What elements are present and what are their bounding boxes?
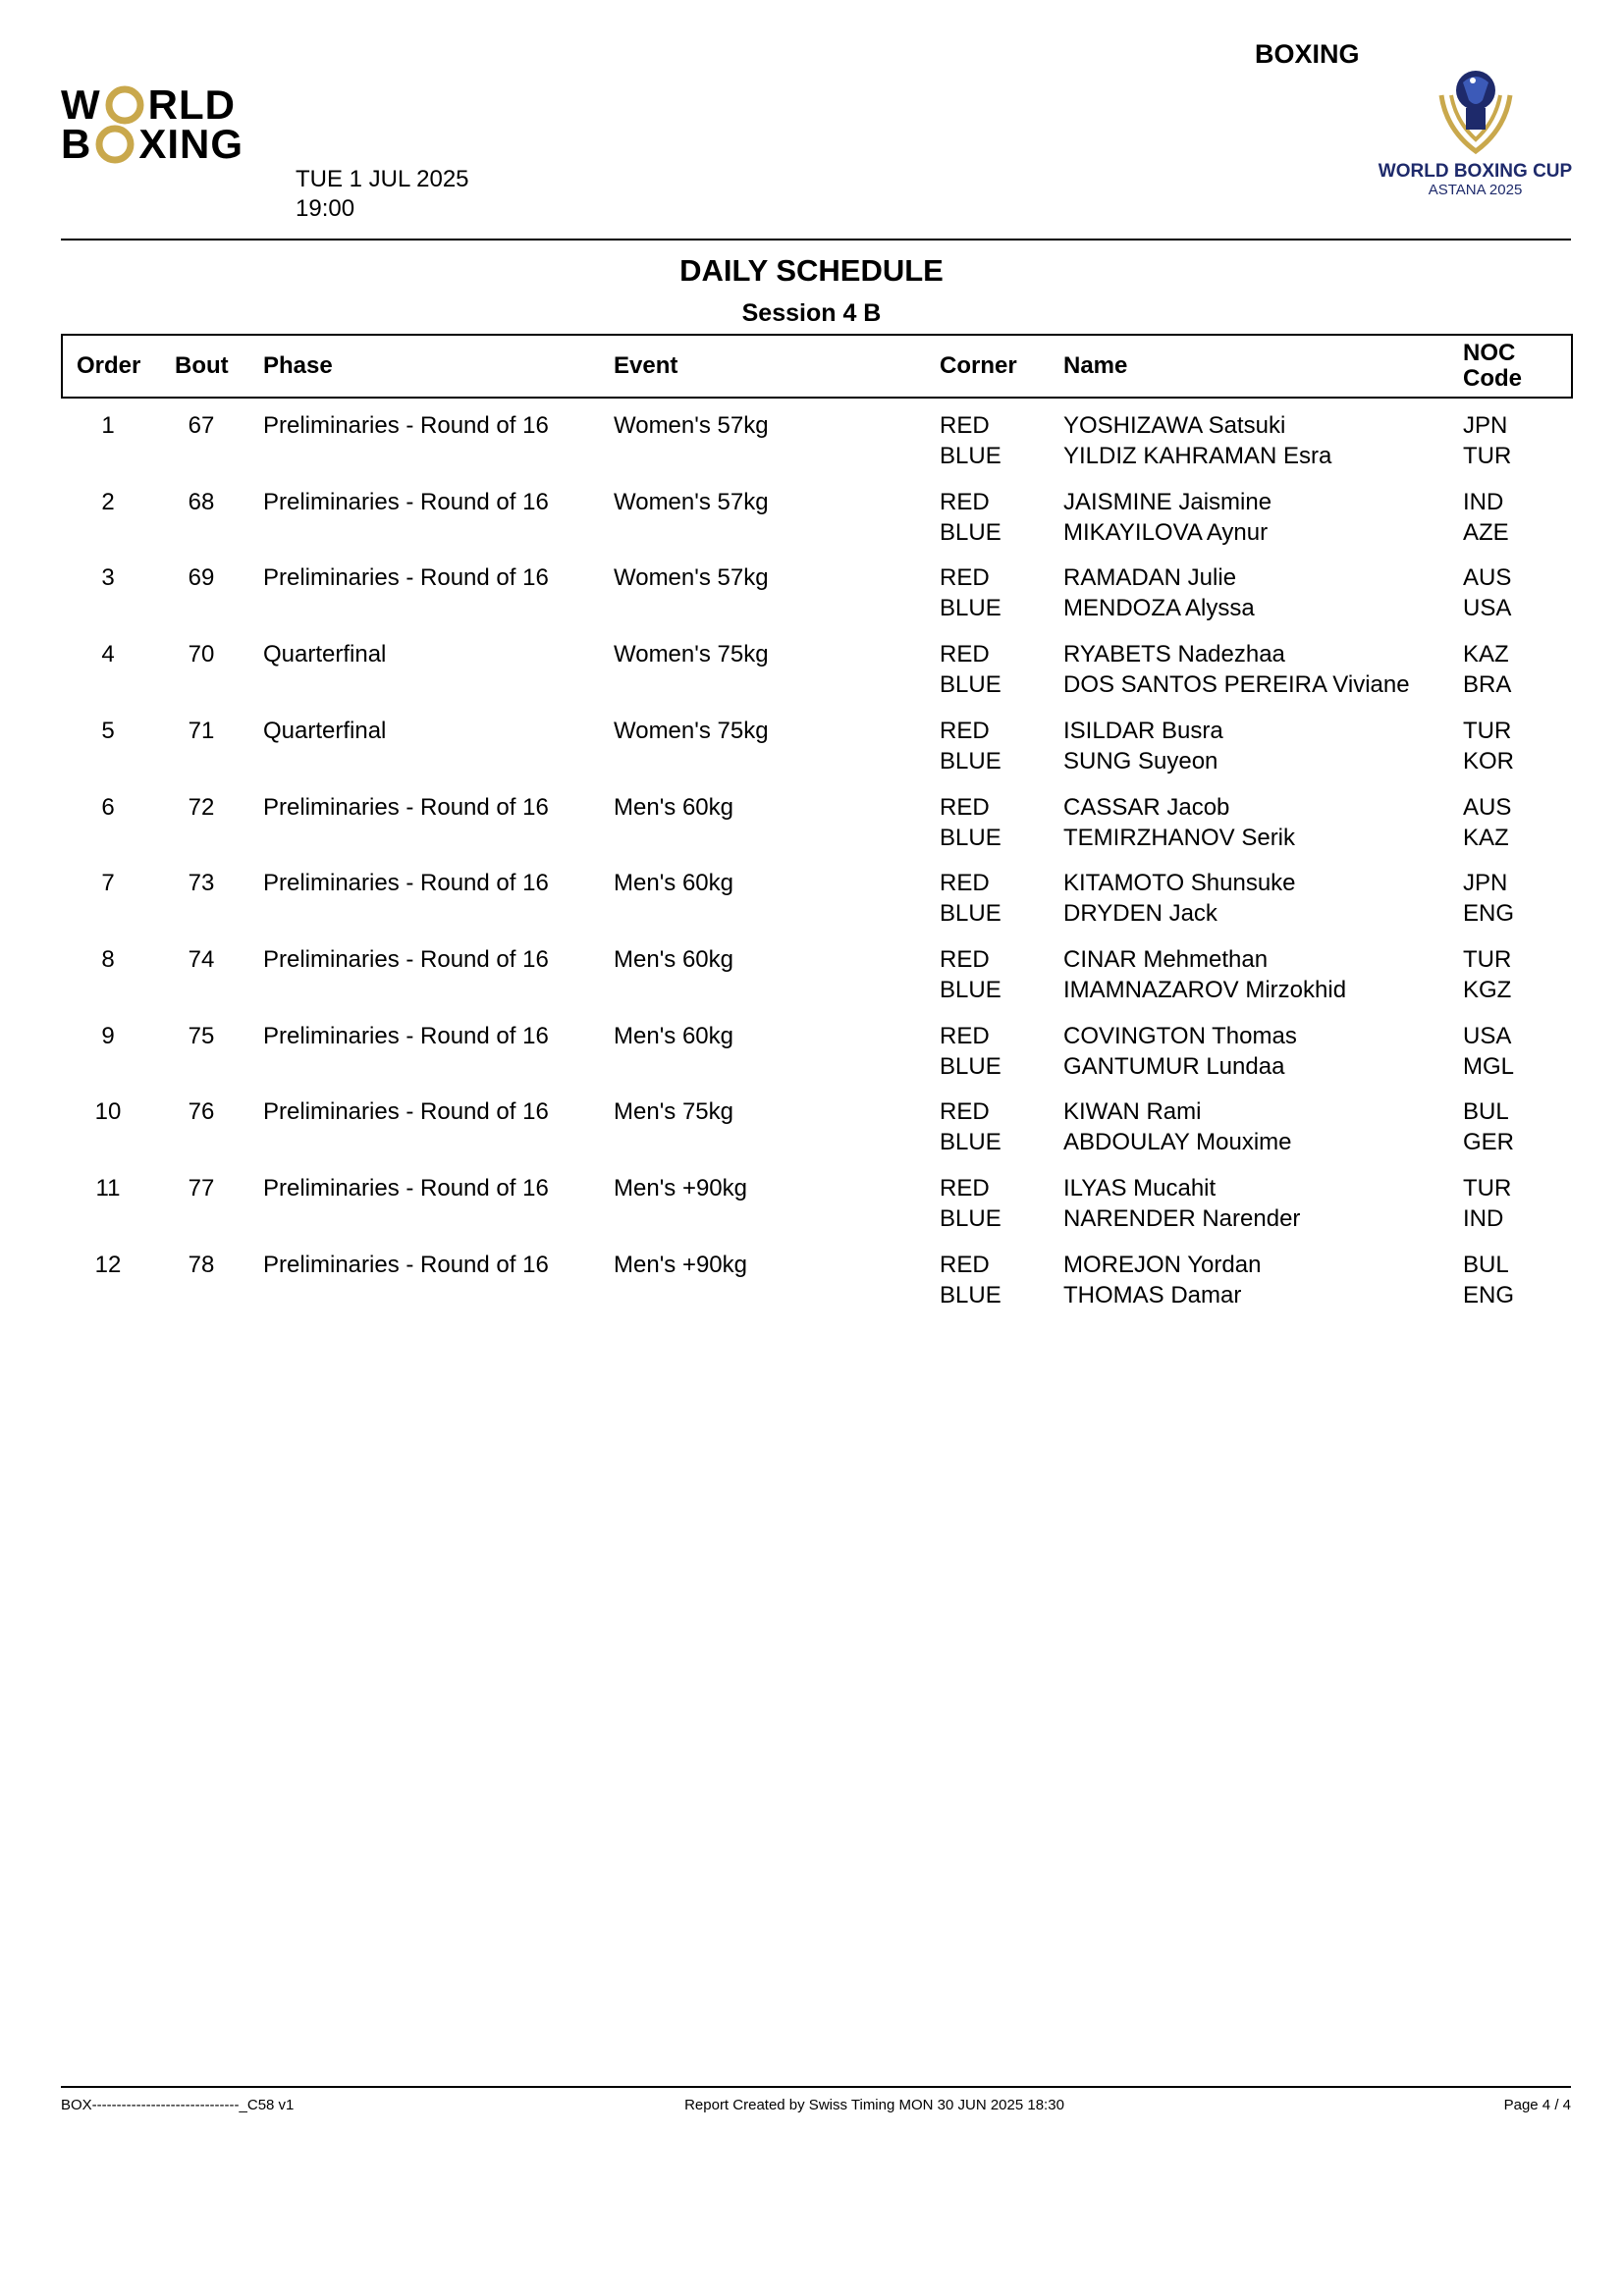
table-row xyxy=(0,410,1623,487)
schedule-time: 19:00 xyxy=(296,195,355,222)
phase-cell: Preliminaries - Round of 16 xyxy=(263,1175,549,1201)
table-header xyxy=(61,334,1573,399)
bout-cell: 69 xyxy=(188,564,215,592)
name-red: COVINGTON Thomas xyxy=(1063,1022,1297,1049)
bout-cell: 72 xyxy=(188,793,215,821)
corner-cell xyxy=(940,410,1001,471)
order-cell: 12 xyxy=(94,1251,122,1278)
name-red: JAISMINE Jaismine xyxy=(1063,488,1272,515)
phase-cell: Preliminaries - Round of 16 xyxy=(263,1022,549,1049)
name-cell xyxy=(1063,716,1223,776)
table-row xyxy=(0,562,1623,639)
corner-cell xyxy=(940,1173,1001,1234)
corner-cell xyxy=(940,1096,1001,1157)
name-blue: GANTUMUR Lundaa xyxy=(1063,1052,1285,1080)
corner-cell xyxy=(940,792,1001,853)
name-blue: THOMAS Damar xyxy=(1063,1281,1242,1308)
table-row xyxy=(0,1250,1623,1326)
noc-blue: KOR xyxy=(1463,747,1515,774)
noc-cell xyxy=(1463,1250,1514,1310)
order-cell: 5 xyxy=(101,717,115,744)
event-cell: Men's 75kg xyxy=(614,1098,733,1126)
corner-blue: BLUE xyxy=(940,1205,1001,1232)
world-boxing-logo xyxy=(61,81,297,167)
noc-blue: ENG xyxy=(1463,900,1515,928)
table-row xyxy=(0,1021,1623,1097)
col-phase: Phase xyxy=(263,352,333,379)
noc-cell xyxy=(1463,792,1511,853)
name-cell xyxy=(1063,639,1410,700)
table-row xyxy=(0,716,1623,792)
corner-blue: BLUE xyxy=(940,747,1001,774)
phase-cell: Preliminaries - Round of 16 xyxy=(263,793,549,821)
bout-cell: 71 xyxy=(188,717,215,744)
corner-cell xyxy=(940,716,1001,776)
noc-cell xyxy=(1463,716,1514,776)
corner-blue: BLUE xyxy=(940,1052,1001,1080)
corner-red: RED xyxy=(940,793,990,821)
corner-red: RED xyxy=(940,1251,990,1278)
event-cell: Men's 60kg xyxy=(614,945,733,973)
corner-blue: BLUE xyxy=(940,671,1001,699)
name-blue: YILDIZ KAHRAMAN Esra xyxy=(1063,443,1332,469)
table-row xyxy=(0,1173,1623,1250)
event-cell: Women's 75kg xyxy=(614,717,769,744)
noc-cell xyxy=(1463,639,1511,700)
name-red: KITAMOTO Shunsuke xyxy=(1063,870,1296,897)
name-cell xyxy=(1063,868,1296,929)
corner-red: RED xyxy=(940,564,990,592)
noc-red: JPN xyxy=(1463,870,1508,897)
table-row xyxy=(0,639,1623,716)
name-blue: MENDOZA Alyssa xyxy=(1063,595,1255,622)
corner-cell xyxy=(940,1250,1001,1310)
name-cell xyxy=(1063,1096,1292,1157)
footer-report-code: BOX------------------------------_C58 v1 xyxy=(61,2097,295,2113)
col-bout: Bout xyxy=(175,352,229,379)
noc-blue: KAZ xyxy=(1463,824,1509,851)
cup-title: WORLD BOXING CUP xyxy=(1378,161,1573,182)
event-cell: Women's 57kg xyxy=(614,412,769,439)
phase-cell: Preliminaries - Round of 16 xyxy=(263,564,549,592)
name-blue: ABDOULAY Mouxime xyxy=(1063,1129,1292,1156)
corner-red: RED xyxy=(940,1175,990,1201)
col-noc-line2: Code xyxy=(1463,365,1522,392)
col-noc-line1: NOC xyxy=(1463,340,1516,366)
order-cell: 1 xyxy=(101,412,115,439)
name-blue: NARENDER Narender xyxy=(1063,1205,1301,1232)
page-title: DAILY SCHEDULE xyxy=(679,253,944,288)
name-cell xyxy=(1063,1173,1300,1234)
schedule-date: TUE 1 JUL 2025 xyxy=(296,166,469,192)
order-cell: 11 xyxy=(95,1175,121,1201)
order-cell: 8 xyxy=(101,945,115,973)
corner-blue: BLUE xyxy=(940,900,1001,928)
noc-blue: ENG xyxy=(1463,1281,1515,1308)
corner-cell xyxy=(940,944,1001,1005)
noc-cell xyxy=(1463,868,1514,929)
noc-red: TUR xyxy=(1463,1175,1512,1201)
event-cell: Women's 57kg xyxy=(614,564,769,592)
noc-cell xyxy=(1463,1021,1514,1082)
logo-letter-w: W xyxy=(61,81,101,128)
corner-red: RED xyxy=(940,488,990,515)
noc-red: IND xyxy=(1463,488,1504,515)
corner-cell xyxy=(940,487,1001,548)
name-red: ILYAS Mucahit xyxy=(1063,1175,1217,1201)
noc-cell xyxy=(1463,487,1509,548)
footer-divider xyxy=(61,2086,1571,2088)
corner-red: RED xyxy=(940,945,990,973)
noc-blue: USA xyxy=(1463,595,1512,622)
noc-cell xyxy=(1463,1173,1511,1234)
noc-red: KAZ xyxy=(1463,641,1509,668)
noc-blue: GER xyxy=(1463,1129,1515,1156)
name-cell xyxy=(1063,562,1255,623)
col-corner: Corner xyxy=(940,352,1017,379)
name-cell xyxy=(1063,944,1346,1005)
noc-blue: KGZ xyxy=(1463,976,1512,1003)
event-cell: Men's 60kg xyxy=(614,870,733,897)
bout-cell: 78 xyxy=(188,1251,215,1278)
event-cell: Men's 60kg xyxy=(614,1022,733,1049)
name-red: RYABETS Nadezhaa xyxy=(1063,641,1285,668)
phase-cell: Quarterfinal xyxy=(263,641,387,668)
name-red: CINAR Mehmethan xyxy=(1063,945,1269,973)
name-blue: IMAMNAZAROV Mirzokhid xyxy=(1063,976,1347,1003)
corner-cell xyxy=(940,1021,1001,1082)
name-cell xyxy=(1063,792,1295,853)
noc-blue: BRA xyxy=(1463,671,1512,699)
table-row xyxy=(0,487,1623,563)
col-name: Name xyxy=(1063,352,1128,379)
corner-red: RED xyxy=(940,870,990,897)
col-noc-code xyxy=(1463,341,1522,392)
phase-cell: Preliminaries - Round of 16 xyxy=(263,1098,549,1126)
corner-blue: BLUE xyxy=(940,595,1001,622)
phase-cell: Preliminaries - Round of 16 xyxy=(263,945,549,973)
event-cell: Women's 57kg xyxy=(614,488,769,515)
col-event: Event xyxy=(614,352,678,379)
corner-red: RED xyxy=(940,1098,990,1126)
corner-cell xyxy=(940,562,1001,623)
bout-cell: 74 xyxy=(188,945,215,973)
name-red: YOSHIZAWA Satsuki xyxy=(1063,412,1286,439)
logo-ring-icon xyxy=(95,125,135,164)
logo-letters-rld: RLD xyxy=(147,81,236,128)
name-red: MOREJON Yordan xyxy=(1063,1251,1262,1278)
noc-red: BUL xyxy=(1463,1098,1509,1126)
noc-red: AUS xyxy=(1463,564,1512,592)
bout-cell: 73 xyxy=(188,870,215,897)
phase-cell: Quarterfinal xyxy=(263,717,387,744)
corner-blue: BLUE xyxy=(940,518,1001,546)
noc-blue: TUR xyxy=(1463,443,1512,469)
corner-cell xyxy=(940,868,1001,929)
bout-cell: 70 xyxy=(188,641,215,668)
logo-letters-xing: XING xyxy=(138,121,244,167)
name-red: KIWAN Rami xyxy=(1063,1098,1202,1126)
session-subtitle: Session 4 B xyxy=(741,299,882,327)
corner-red: RED xyxy=(940,412,990,439)
bout-cell: 76 xyxy=(188,1098,215,1126)
noc-red: USA xyxy=(1463,1022,1512,1049)
phase-cell: Preliminaries - Round of 16 xyxy=(263,488,549,515)
event-cell: Women's 75kg xyxy=(614,641,769,668)
name-blue: TEMIRZHANOV Serik xyxy=(1063,824,1296,851)
noc-blue: AZE xyxy=(1463,518,1509,546)
order-cell: 4 xyxy=(101,641,115,668)
phase-cell: Preliminaries - Round of 16 xyxy=(263,870,549,897)
noc-blue: MGL xyxy=(1463,1052,1515,1080)
noc-red: JPN xyxy=(1463,412,1508,439)
table-row xyxy=(0,944,1623,1021)
footer-page-number: Page 4 / 4 xyxy=(1503,2097,1571,2113)
table-row xyxy=(0,868,1623,944)
name-red: RAMADAN Julie xyxy=(1063,564,1237,592)
logo-letter-b: B xyxy=(61,121,92,167)
cup-emblem-icon xyxy=(1422,61,1530,159)
name-cell xyxy=(1063,410,1331,471)
noc-cell xyxy=(1463,944,1511,1005)
noc-red: TUR xyxy=(1463,945,1512,973)
phase-cell: Preliminaries - Round of 16 xyxy=(263,412,549,439)
cup-subtitle: ASTANA 2025 xyxy=(1428,182,1523,198)
bout-cell: 67 xyxy=(188,412,215,439)
world-boxing-cup-logo xyxy=(1375,61,1576,198)
noc-red: BUL xyxy=(1463,1251,1509,1278)
order-cell: 2 xyxy=(101,488,115,515)
name-blue: DRYDEN Jack xyxy=(1063,900,1217,928)
noc-cell xyxy=(1463,1096,1514,1157)
order-cell: 3 xyxy=(101,564,115,592)
name-cell xyxy=(1063,1250,1261,1310)
order-cell: 6 xyxy=(101,793,115,821)
col-order: Order xyxy=(77,352,141,379)
table-row xyxy=(0,1096,1623,1173)
corner-red: RED xyxy=(940,1022,990,1049)
order-cell: 9 xyxy=(101,1022,115,1049)
corner-blue: BLUE xyxy=(940,1281,1001,1308)
bout-cell: 68 xyxy=(188,488,215,515)
event-cell: Men's 60kg xyxy=(614,793,733,821)
corner-blue: BLUE xyxy=(940,824,1001,851)
logo-ring-icon xyxy=(105,85,144,125)
event-cell: Men's +90kg xyxy=(614,1175,747,1201)
event-cell: Men's +90kg xyxy=(614,1251,747,1278)
noc-cell xyxy=(1463,562,1511,623)
order-cell: 7 xyxy=(101,870,115,897)
phase-cell: Preliminaries - Round of 16 xyxy=(263,1251,549,1278)
name-cell xyxy=(1063,487,1271,548)
noc-red: AUS xyxy=(1463,793,1512,821)
name-blue: DOS SANTOS PEREIRA Viviane xyxy=(1063,671,1410,699)
bout-cell: 77 xyxy=(188,1175,215,1201)
header-divider xyxy=(61,239,1571,240)
noc-blue: IND xyxy=(1463,1205,1504,1232)
name-red: CASSAR Jacob xyxy=(1063,793,1230,821)
corner-red: RED xyxy=(940,717,990,744)
schedule-datetime xyxy=(296,165,469,224)
noc-cell xyxy=(1463,410,1511,471)
bout-cell: 75 xyxy=(188,1022,215,1049)
noc-red: TUR xyxy=(1463,717,1512,744)
corner-blue: BLUE xyxy=(940,443,1001,469)
footer-report-created: Report Created by Swiss Timing MON 30 JUN 2025 18:30 xyxy=(684,2097,1064,2113)
order-cell: 10 xyxy=(94,1098,122,1126)
name-red: ISILDAR Busra xyxy=(1063,717,1223,744)
corner-blue: BLUE xyxy=(940,976,1001,1003)
name-blue: SUNG Suyeon xyxy=(1063,747,1218,774)
name-blue: MIKAYILOVA Aynur xyxy=(1063,518,1269,546)
sport-label: BOXING xyxy=(1255,39,1360,69)
corner-cell xyxy=(940,639,1001,700)
table-row xyxy=(0,792,1623,869)
corner-red: RED xyxy=(940,641,990,668)
corner-blue: BLUE xyxy=(940,1129,1001,1156)
name-cell xyxy=(1063,1021,1297,1082)
